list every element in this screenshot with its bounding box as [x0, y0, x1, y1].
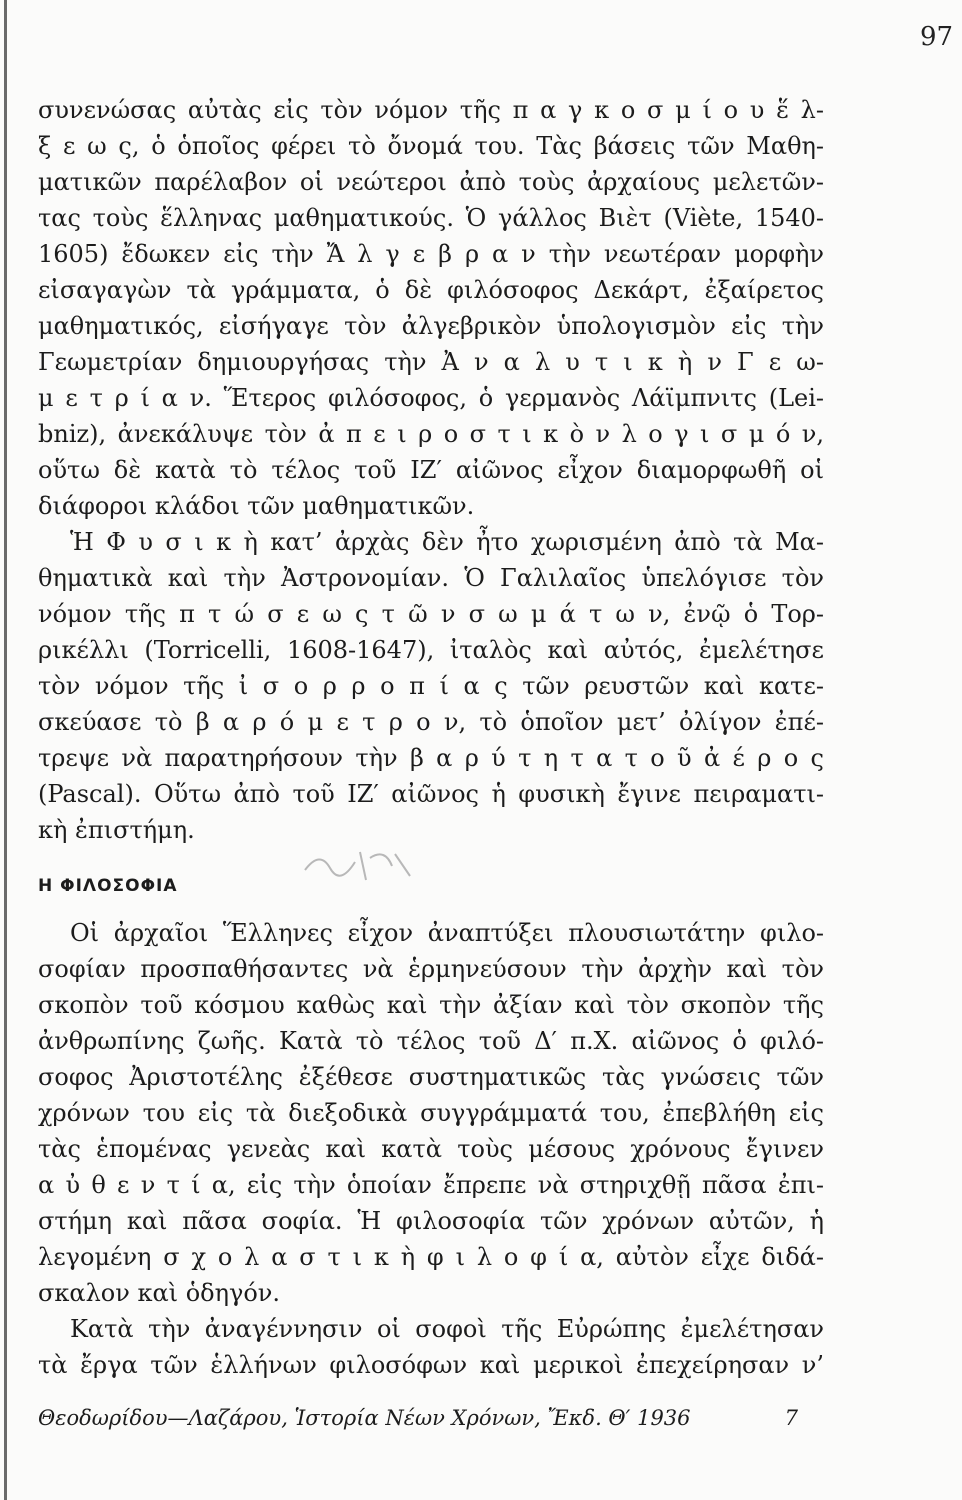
text-line: ξ ε ω ς, ὁ ὁποῖος φέρει τὸ ὄνομά του. Τὰς βάσεις τῶν Μαθη-	[38, 132, 824, 160]
text-line: Γεωμετρίαν δημιουργήσας τὴν Ἀ ν α λ υ τ ι κ ὴ ν Γ ε ω-	[38, 348, 824, 376]
text-line: σκεύασε τὸ β α ρ ό μ ε τ ρ ο ν, τὸ ὁποῖον μετ’ ὀλίγον ἐπέ-	[38, 708, 824, 736]
footer-signature: 7	[784, 1406, 798, 1430]
text-line: θηματικὰ καὶ τὴν Ἀστρονομίαν. Ὁ Γαλιλαῖος ὑπελόγισε τὸν	[38, 564, 824, 592]
page-edge-rule	[4, 0, 7, 1500]
text-line: νόμον τῆς π τ ώ σ ε ω ς τ ῶ ν σ ω μ ά τ ω ν, ἐνῷ ὁ Τορ-	[38, 600, 824, 628]
text-line: διάφοροι κλάδοι τῶν μαθηματικῶν.	[38, 492, 475, 520]
text-line: λεγομένη σ χ ο λ α σ τ ι κ ὴ φ ι λ ο φ ί α, αὐτὸν εἶχε διδά-	[38, 1243, 824, 1271]
text-line: σκοπὸν τοῦ κόσμου καθὼς καὶ τὴν ἀξίαν καὶ τὸν σκοπὸν τῆς	[38, 991, 824, 1019]
text-line: κὴ ἐπιστήμη.	[38, 816, 195, 844]
text-line: (Pascal). Οὕτω ἀπὸ τοῦ ΙΖ′ αἰῶνος ἡ φυσικὴ ἔγινε πειραματι-	[38, 780, 824, 808]
text-line: χρόνων του εἰς τὰ διεξοδικὰ συγγράμματά του, ἐπεβλήθη εἰς	[38, 1099, 824, 1127]
text-line: Ἡ Φ υ σ ι κ ὴ κατ’ ἀρχὰς δὲν ἦτο χωρισμένη ἀπὸ τὰ Μα-	[70, 528, 824, 556]
text-line: τὰ ἔργα τῶν ἑλλήνων φιλοσόφων καὶ μερικοὶ ἐπεχείρησαν ν’	[38, 1351, 824, 1379]
text-line: τὰς ἑπομένας γενεὰς καὶ κατὰ τοὺς μέσους χρόνους ἔγινεν	[38, 1135, 824, 1163]
text-line: Οἱ ἀρχαῖοι Ἕλληνες εἶχον ἀναπτύξει πλουσιωτάτην φιλο-	[70, 919, 824, 947]
text-line: ἀνθρωπίνης ζωῆς. Κατὰ τὸ τέλος τοῦ Δ′ π.Χ. αἰῶνος ὁ φιλό-	[38, 1027, 824, 1055]
text-line: Κατὰ τὴν ἀναγέννησιν οἱ σοφοὶ τῆς Εὐρώπης ἐμελέτησαν	[70, 1315, 824, 1343]
text-line: 1605) ἔδωκεν εἰς τὴν Ἄ λ γ ε β ρ α ν τὴν νεωτέραν μορφὴν	[38, 240, 824, 268]
pencil-scribble-mark	[300, 840, 420, 890]
text-line: στήμη καὶ πᾶσα σοφία. Ἡ φιλοσοφία τῶν χρόνων αὐτῶν, ἡ	[38, 1207, 824, 1235]
page-footer	[38, 1406, 798, 1430]
page-number: 97	[920, 22, 954, 52]
text-line: σκαλον καὶ ὁδηγόν.	[38, 1279, 281, 1307]
text-line: μ ε τ ρ ί α ν. Ἕτερος φιλόσοφος, ὁ γερμανὸς Λάϊμπνιτς (Lei-	[38, 384, 824, 412]
text-line: σοφος Ἀριστοτέλης ἐξέθεσε συστηματικῶς τὰς γνώσεις τῶν	[38, 1063, 824, 1091]
section-heading: Η ΦΙΛΟΣΟΦΙΑ	[38, 876, 178, 896]
text-line: συνενώσας αὐτὰς εἰς τὸν νόμον τῆς π α γ κ ο σ μ ί ο υ ἕ λ-	[38, 96, 824, 124]
text-line: bniz), ἀνεκάλυψε τὸν ἀ π ε ι ρ ο σ τ ι κ ὸ ν λ ο γ ι σ μ ό ν,	[38, 420, 824, 448]
text-line: μαθηματικός, εἰσήγαγε τὸν ἀλγεβρικὸν ὑπολογισμὸν εἰς τὴν	[38, 312, 824, 340]
text-line: εἰσαγαγὼν τὰ γράμματα, ὁ δὲ φιλόσοφος Δεκάρτ, ἐξαίρετος	[38, 276, 824, 304]
text-line: ματικῶν παρέλαβον οἱ νεώτεροι ἀπὸ τοὺς ἀρχαίους μελετῶν-	[38, 168, 824, 196]
footer-citation: Θεοδωρίδου—Λαζάρου, Ἱστορία Νέων Χρόνων, Ἔκδ. Θ′ 1936	[38, 1406, 691, 1430]
text-line: τρεψε νὰ παρατηρήσουν τὴν β α ρ ύ τ η τ α τ ο ῦ ἀ έ ρ ο ς	[38, 744, 824, 772]
text-line: ρικέλλι (Torricelli, 1608-1647), ἰταλὸς καὶ αὐτός, ἐμελέτησε	[38, 636, 824, 664]
text-line: σοφίαν προσπαθήσαντες νὰ ἑρμηνεύσουν τὴν ἀρχὴν καὶ τὸν	[38, 955, 824, 983]
text-line: οὕτω δὲ κατὰ τὸ τέλος τοῦ ΙΖ′ αἰῶνος εἶχον διαμορφωθῆ οἱ	[38, 456, 824, 484]
text-line: α ὐ θ ε ν τ ί α, εἰς τὴν ὁποίαν ἔπρεπε νὰ στηριχθῇ πᾶσα ἐπι-	[38, 1171, 824, 1199]
text-line: τας τοὺς ἕλληνας μαθηματικούς. Ὁ γάλλος Βιὲτ (Viète, 1540-	[38, 204, 824, 232]
text-line: τὸν νόμον τῆς ἰ σ ο ρ ρ ο π ί α ς τῶν ρευστῶν καὶ κατε-	[38, 672, 824, 700]
